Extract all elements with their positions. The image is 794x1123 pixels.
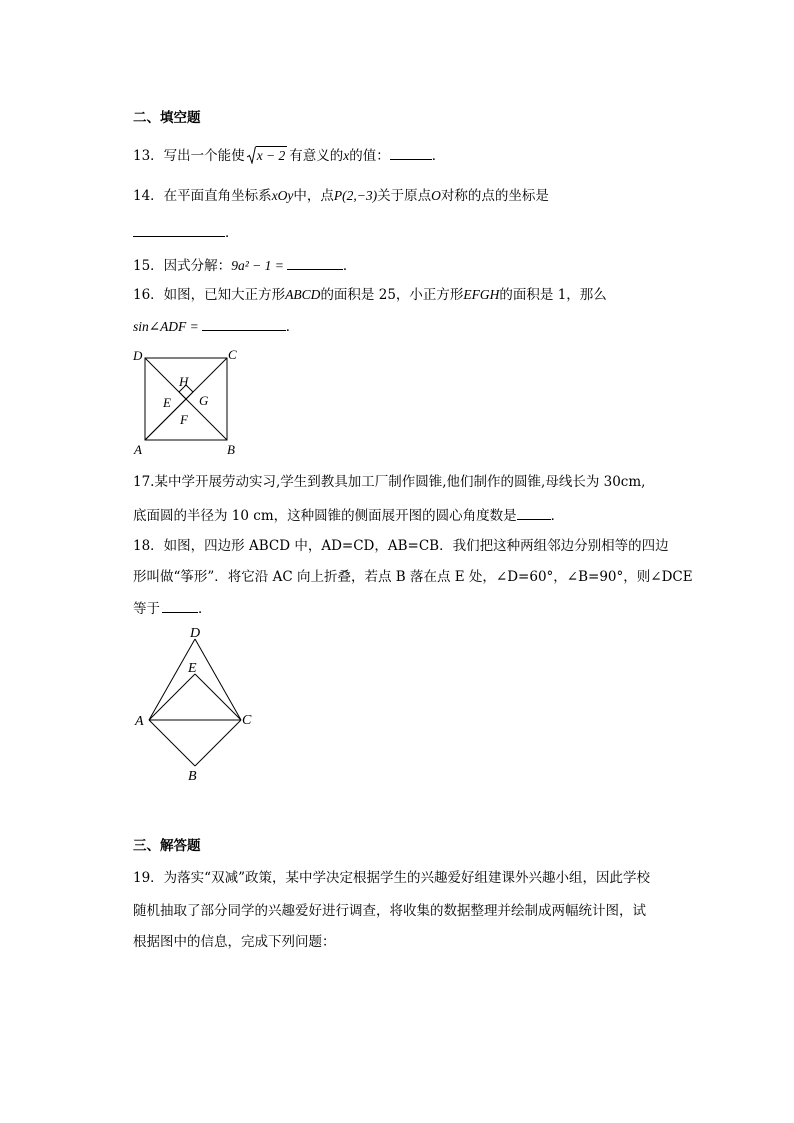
label-b: B [227, 442, 235, 457]
q16-big-square: ABCD [285, 287, 321, 302]
answer-blank-16[interactable] [202, 316, 286, 331]
label-a: A [135, 714, 144, 729]
label-c: C [242, 713, 252, 728]
q16-text-1: 16．如图，已知大正方形 [133, 287, 286, 303]
segment-cb [195, 720, 241, 766]
answer-blank-13[interactable] [390, 145, 432, 160]
label-d: D [133, 348, 143, 363]
q13-text-after2: 的值： [349, 148, 390, 164]
q13-end: ． [431, 148, 446, 164]
q16-text-3: 的面积是 1，那么 [499, 287, 607, 303]
q14-end: ． [225, 225, 239, 241]
segment-fg [186, 392, 193, 399]
label-e: E [163, 395, 171, 410]
segment-cd [195, 639, 241, 720]
question-18-line-3 [133, 598, 212, 619]
segment-ce [195, 674, 241, 720]
q16-expression: sin∠ADF = [133, 319, 199, 334]
q14-origin: O [431, 188, 441, 203]
figure-16-squares [128, 344, 243, 459]
question-18-line-1: 18．如图，四边形 ABCD 中，AD=CD，AB=CB．我们把这种两组邻边分别相等的四边 [133, 538, 669, 554]
q16-small-square: EFGH [463, 287, 500, 302]
q14-text-4: 对称的点的坐标是 [440, 188, 549, 204]
answer-blank-18[interactable] [162, 598, 198, 613]
q14-text-1: 14．在平面直角坐标系 [133, 188, 272, 204]
radical-sign-icon [247, 146, 256, 164]
radicand: x − 2 [256, 148, 286, 163]
label-a: A [134, 442, 142, 457]
answer-blank-15[interactable] [287, 255, 343, 270]
segment-ab [149, 720, 195, 766]
q13-variable: x [343, 148, 350, 163]
q13-text-before: 13．写出一个能使 [133, 148, 245, 164]
answer-blank-14[interactable] [133, 222, 225, 237]
q15-text: 15．因式分解： [133, 258, 232, 274]
answer-blank-17[interactable] [517, 505, 551, 520]
section-heading-solve: 三、解答题 [133, 838, 201, 854]
question-17-line-1: 17.某中学开展劳动实习,学生到教具加工厂制作圆锥,他们制作的圆锥,母线长为 30cm, [133, 474, 646, 490]
q17-text: 底面圆的半径为 10 cm，这种圆锥的侧面展开图的圆心角度数是 [133, 508, 517, 524]
q17-end: ． [550, 508, 565, 524]
figure-18-kite [130, 620, 260, 788]
q14-point: P(2,−3) [333, 188, 378, 203]
label-b: B [188, 769, 197, 784]
q15-expression: 9a² − 1 = [231, 258, 284, 273]
q15-end: ． [342, 258, 357, 274]
q14-text-3: 关于原点 [377, 188, 432, 204]
question-16 [133, 285, 607, 305]
question-17-line-2 [133, 505, 564, 526]
q18-end: ． [198, 601, 212, 617]
question-16-answer-line [133, 316, 299, 337]
question-19-line-1: 19．为落实“双减”政策，某中学决定根据学生的兴趣爱好组建课外兴趣小组，因此学校 [133, 870, 650, 886]
segment-ae [149, 674, 195, 720]
label-f: F [180, 412, 188, 427]
label-g: G [199, 393, 209, 408]
label-h: H [179, 374, 189, 389]
section-heading-fill-in: 二、填空题 [133, 110, 201, 126]
question-13 [133, 145, 445, 166]
question-19-line-3: 根据图中的信息，完成下列问题： [133, 934, 336, 950]
label-c: C [228, 347, 237, 362]
q14-coordinate-system: xOy [271, 188, 294, 203]
sqrt-expression [247, 146, 288, 164]
segment-ef [179, 392, 186, 399]
q14-text-2: 中，点 [293, 188, 334, 204]
question-14 [133, 186, 549, 206]
question-14-answer-line [133, 222, 239, 243]
question-15 [133, 255, 356, 276]
q16-end: ． [285, 319, 300, 335]
q16-text-2: 的面积是 25，小正方形 [320, 287, 464, 303]
label-d: D [190, 626, 201, 641]
segment-ad [149, 639, 195, 720]
question-19-line-2: 随机抽取了部分同学的兴趣爱好进行调查，将收集的数据整理并绘制成两幅统计图，试 [133, 903, 646, 919]
label-e: E [188, 661, 197, 676]
question-18-line-2: 形叫做“筝形”．将它沿 AC 向上折叠，若点 B 落在点 E 处，∠D=60°，∠B=90°，则∠DCE [133, 569, 693, 585]
q18-text: 等于 [133, 601, 160, 617]
q13-text-after: 有意义的 [289, 148, 344, 164]
